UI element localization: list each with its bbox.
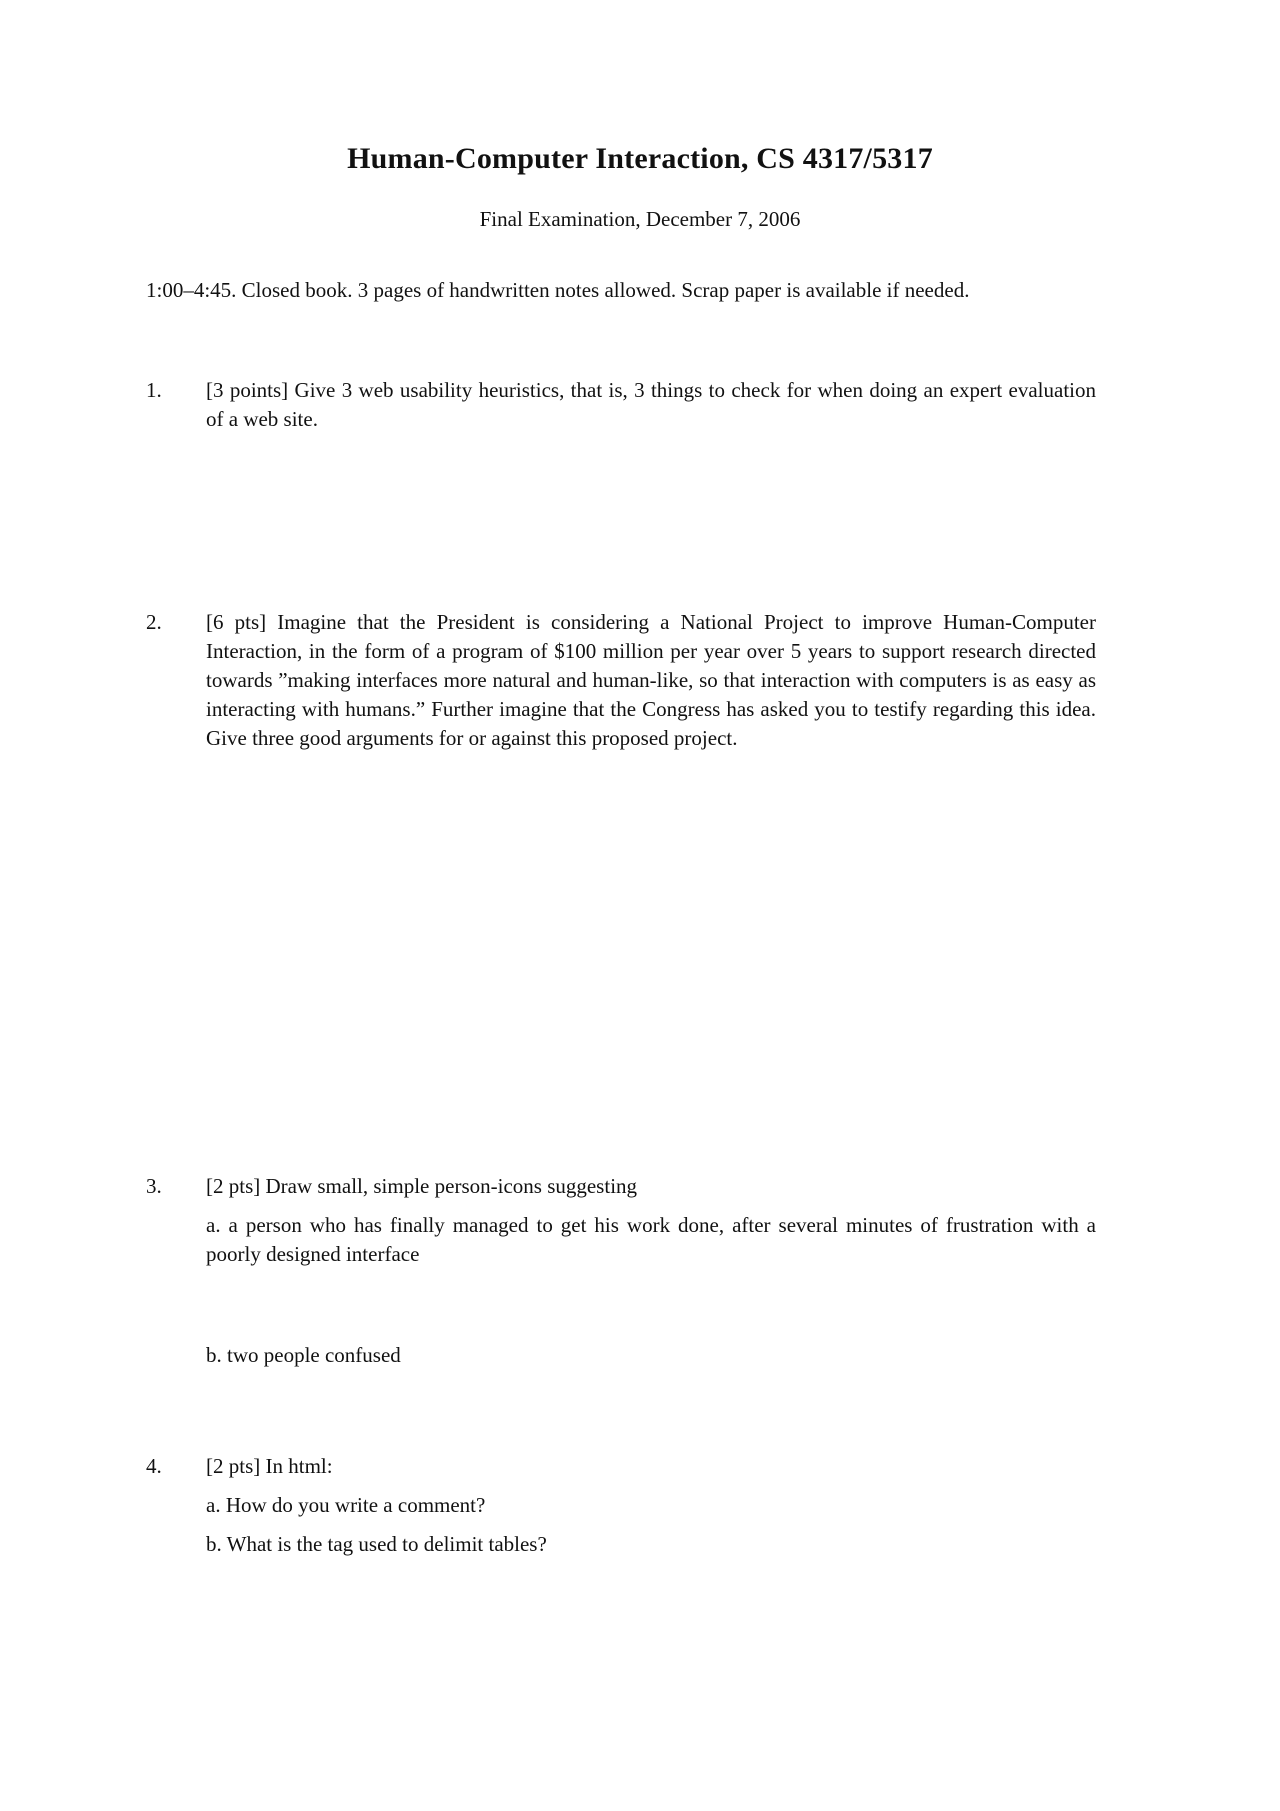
exam-subtitle: Final Examination, December 7, 2006 <box>479 207 801 231</box>
question-number: 3. <box>146 1174 162 1198</box>
question-3 <box>146 1172 1096 1370</box>
question-part-b: b. two people confused <box>206 1343 401 1367</box>
exam-instructions: 1:00–4:45. Closed book. 3 pages of handwritten notes allowed. Scrap paper is available if needed. <box>146 278 970 302</box>
question-text: [6 pts] Imagine that the President is considering a National Project to improve Human-Computer Interaction, in the form of a program of $100 million per year over 5 years to support research directed towards ”making interfaces more natural and human-like, so that interaction with computers is as easy as interacting with humans.” Further imagine that the Congress has asked you to testify regarding this idea. Give three good arguments for or against this proposed project. <box>206 610 1096 750</box>
question-number: 2. <box>146 610 162 634</box>
question-text: [2 pts] In html: <box>206 1454 333 1478</box>
question-4 <box>146 1452 1096 1559</box>
question-1 <box>146 376 1096 434</box>
question-text: [2 pts] Draw small, simple person-icons suggesting <box>206 1174 638 1198</box>
question-body <box>206 1452 1096 1559</box>
question-number: 1. <box>146 378 162 402</box>
question-body <box>206 1172 1096 1370</box>
question-part-a: a. How do you write a comment? <box>206 1493 486 1517</box>
question-part-b: b. What is the tag used to delimit tables? <box>206 1532 547 1556</box>
question-part-a: a. a person who has finally managed to get his work done, after several minutes of frustration with a poorly designed interface <box>206 1213 1096 1266</box>
question-number: 4. <box>146 1454 162 1478</box>
question-text: [3 points] Give 3 web usability heuristics, that is, 3 things to check for when doing an expert evaluation of a web site. <box>206 378 1096 431</box>
page-title: Human-Computer Interaction, CS 4317/5317 <box>347 142 933 175</box>
question-2 <box>146 608 1096 753</box>
